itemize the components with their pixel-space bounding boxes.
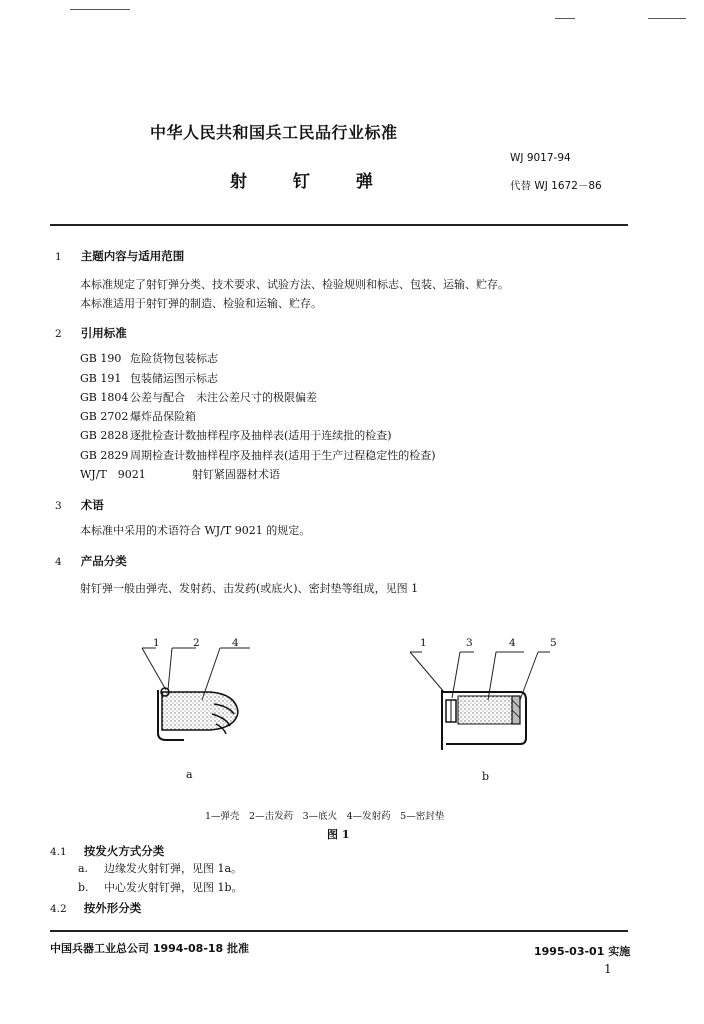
list-marker: b. [78, 881, 89, 894]
figure-b-callout: 1 [420, 637, 427, 649]
reference-name: 周期检查计数抽样程序及抽样表(适用于生产过程稳定性的检查) [130, 449, 436, 462]
scan-mark [555, 18, 575, 19]
reference-code: GB 1804 [80, 391, 129, 404]
section-title: 主题内容与适用范围 [80, 249, 185, 263]
footer-rule [50, 930, 628, 932]
paragraph: 本标准适用于射钉弹的制造、检验和运输、贮存。 [80, 297, 322, 310]
section-number: 1 [55, 251, 62, 263]
approval-line: 中国兵器工业总公司 1994-08-18 批准 [50, 942, 250, 955]
reference-item [80, 350, 218, 366]
figure-a-rimfire-cartridge [130, 628, 270, 778]
scan-mark [70, 9, 130, 10]
reference-name: 逐批检查计数抽样程序及抽样表(适用于连续批的检查) [130, 429, 392, 442]
reference-code: GB 2829 [80, 449, 129, 462]
section-number: 2 [55, 328, 62, 340]
reference-name: 包装储运图示标志 [130, 372, 218, 385]
reference-item [80, 447, 436, 463]
figure-b-callout: 5 [550, 637, 557, 649]
section-title: 产品分类 [80, 554, 127, 568]
reference-code: GB 190 [80, 352, 122, 365]
section-heading [55, 322, 127, 341]
figure-a-label: a [186, 768, 193, 781]
figure-legend: 1—弹壳 2—击发药 3—底火 4—发射药 5—密封垫 [205, 811, 445, 822]
list-item [78, 860, 242, 876]
subsection-title: 按发火方式分类 [83, 844, 165, 858]
section-heading [55, 494, 104, 513]
figure-a-callout: 4 [232, 637, 239, 649]
reference-item [80, 408, 196, 424]
document-title: 射 钉 弹 [230, 172, 393, 192]
list-text: 边缘发火射钉弹，见图 1a。 [104, 862, 243, 875]
paragraph: 本标准规定了射钉弹分类、技术要求、试验方法、检验规则和标志、包装、运输、贮存。 [80, 278, 509, 291]
reference-item [80, 466, 280, 482]
subsection-title: 按外形分类 [83, 901, 142, 915]
scan-mark [648, 18, 686, 19]
effective-date: 1995-03-01 实施 [534, 945, 631, 958]
section-number: 3 [55, 500, 62, 512]
paragraph: 本标准中采用的术语符合 WJ/T 9021 的规定。 [80, 524, 311, 537]
standard-number: WJ 9017-94 [510, 152, 571, 164]
list-text: 中心发火射钉弹，见图 1b。 [104, 881, 243, 894]
subsection-heading [50, 840, 164, 859]
figure-a-callout: 1 [153, 637, 160, 649]
figure-b-label: b [482, 770, 490, 783]
reference-item [80, 389, 317, 405]
header-rule [50, 224, 628, 226]
organization-title: 中华人民共和国兵工民品行业标准 [150, 123, 398, 142]
list-marker: a. [78, 862, 89, 875]
reference-name: 射钉紧固器材术语 [192, 468, 280, 481]
subsection-number: 4.2 [50, 903, 67, 915]
section-title: 引用标准 [80, 326, 127, 340]
reference-name: 爆炸品保险箱 [130, 410, 196, 423]
paragraph: 射钉弹一般由弹壳、发射药、击发药(或底火)、密封垫等组成，见图 1 [80, 582, 419, 595]
figure-a-callout: 2 [193, 637, 200, 649]
figure-caption: 图 1 [327, 828, 350, 841]
reference-item [80, 370, 218, 386]
subsection-heading [50, 897, 141, 916]
page-number: 1 [604, 962, 612, 976]
section-number: 4 [55, 556, 62, 568]
section-heading [55, 550, 127, 569]
reference-code: GB 2702 [80, 410, 129, 423]
replaces-standard: 代替 WJ 1672－86 [510, 180, 602, 192]
figure-b-callout: 4 [509, 637, 516, 649]
reference-code: GB 191 [80, 372, 122, 385]
reference-name: 公差与配合 未注公差尺寸的极限偏差 [130, 391, 317, 404]
reference-code: WJ/T 9021 [80, 468, 146, 481]
list-item [78, 879, 243, 895]
section-heading [55, 245, 184, 264]
reference-item [80, 427, 392, 443]
reference-name: 危险货物包装标志 [130, 352, 218, 365]
subsection-number: 4.1 [50, 846, 67, 858]
figure-b-callout: 3 [466, 637, 473, 649]
section-title: 术语 [80, 498, 104, 512]
reference-code: GB 2828 [80, 429, 129, 442]
